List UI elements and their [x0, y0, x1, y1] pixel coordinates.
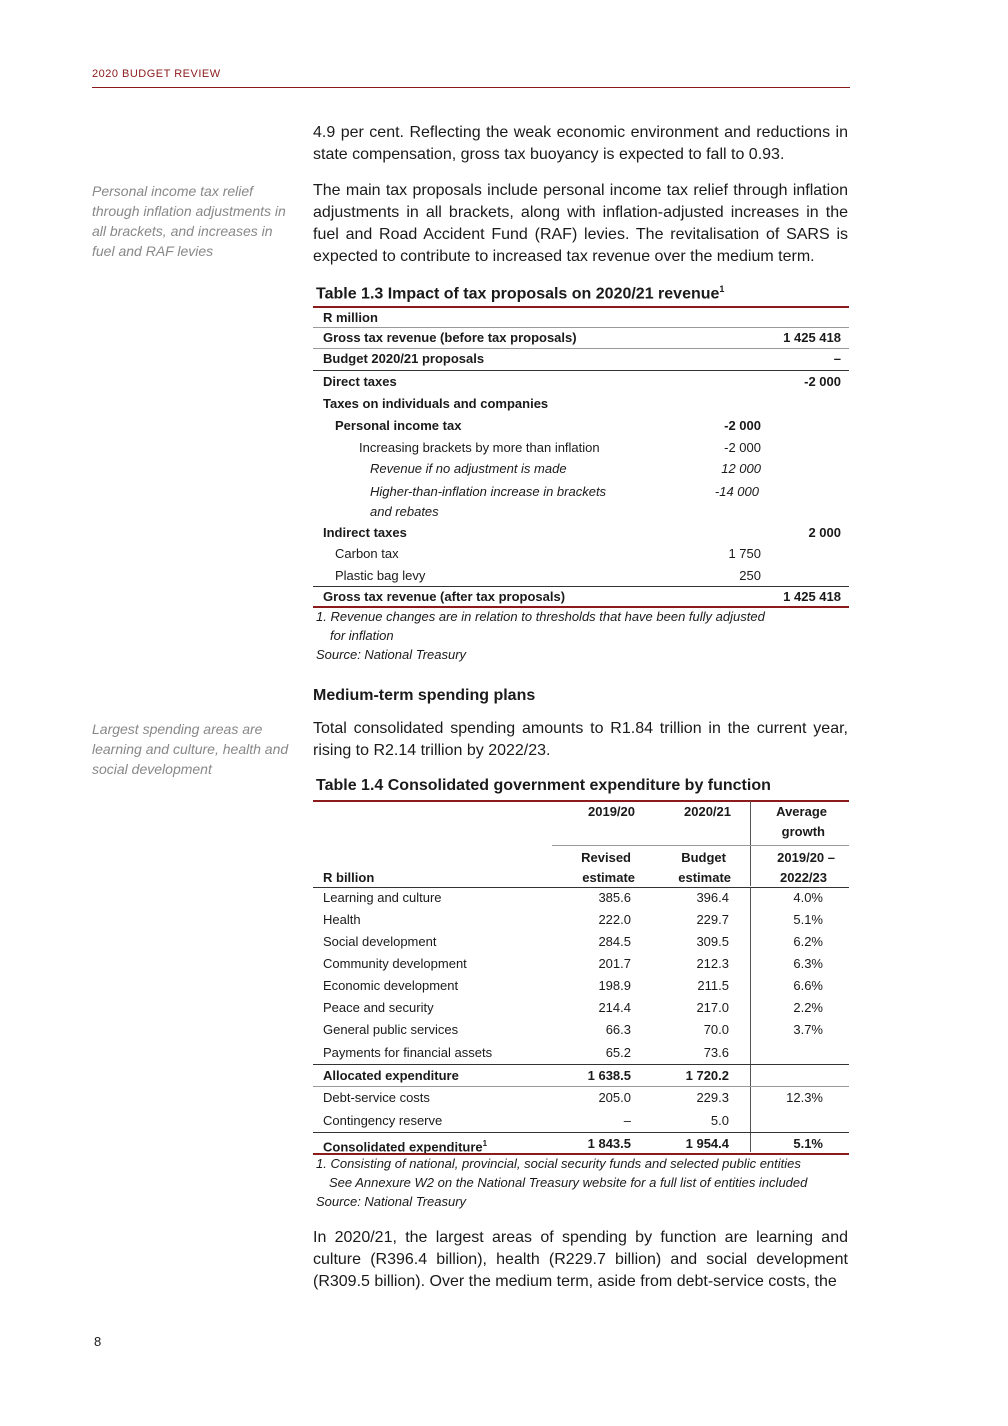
paragraph-tax-proposals: The main tax proposals include personal income tax relief through inflation adjustments in all brackets, along with inflation-adjusted increases in the fuel and Road Accident Fund (RAF) levies. The revitalisation of SARS is expected to contribute to increased tax revenue over the medium term.	[313, 182, 848, 265]
table-row	[313, 1065, 849, 1087]
row-label: Learning and culture	[323, 890, 442, 905]
row-total: –	[833, 351, 841, 366]
table-1-3-source: Source: National Treasury	[316, 647, 467, 662]
paragraph-buoyancy: 4.9 per cent. Reflecting the weak economic environment and reductions in state compensation, gross tax buoyancy is expected to fall to 0.93.	[313, 124, 848, 163]
table-row	[313, 953, 849, 975]
row-total: 1 425 418	[783, 589, 841, 604]
row-label: Taxes on individuals and companies	[323, 396, 549, 411]
row-subtotal: 1 750	[728, 546, 761, 561]
cell-2019-20: 284.5	[598, 934, 631, 949]
table-row	[313, 931, 849, 953]
cell-2020-21: 70.0	[703, 1022, 729, 1037]
row-subtotal: 250	[739, 568, 761, 583]
row-total: 1 425 418	[783, 330, 841, 345]
cell-2020-21: 5.0	[710, 1113, 729, 1128]
cell-2020-21: 1 954.4	[685, 1136, 729, 1151]
col-2019-20: 2019/20	[588, 804, 635, 819]
table-1-3-footnote-cont: for inflation	[330, 628, 394, 643]
cell-growth: 5.1%	[793, 912, 823, 927]
cell-2020-21: 229.3	[696, 1090, 729, 1105]
table-1-4-header-row-2	[313, 821, 849, 843]
row-label: Indirect taxes	[323, 525, 407, 540]
section-heading: Medium-term spending plans	[313, 687, 536, 704]
cell-2019-20: 214.4	[598, 1000, 631, 1015]
table-1-3-unit-row	[313, 307, 849, 329]
col-revised: Revised	[581, 850, 631, 865]
row-label: Payments for financial assets	[323, 1045, 493, 1060]
table-row	[313, 481, 849, 503]
table-row	[313, 1019, 849, 1041]
row-label: Contingency reserve	[323, 1113, 443, 1128]
row-subtotal: -2 000	[724, 418, 761, 433]
row-label: General public services	[323, 1022, 459, 1037]
table-row	[313, 975, 849, 997]
table-row	[313, 565, 849, 587]
table-row	[313, 437, 849, 459]
table-1-4-footnote-cont: See Annexure W2 on the National Treasury website for a full list of entities included	[329, 1175, 808, 1190]
margin-note-tax-relief: Personal income tax relief through inflation adjustments in all brackets, and increases in fuel and RAF levies	[92, 183, 286, 259]
table-row	[313, 327, 849, 349]
row-subtotal: 12 000	[721, 461, 761, 476]
cell-2019-20: 66.3	[605, 1022, 631, 1037]
row-label: Revenue if no adjustment is made	[370, 461, 567, 476]
cell-growth: 6.2%	[793, 934, 823, 949]
row-label: Gross tax revenue (after tax proposals)	[323, 589, 566, 604]
table-1-4-title: Table 1.4 Consolidated government expenditure by function	[316, 777, 771, 794]
table-1-4-header-row-4	[313, 867, 849, 889]
row-label: Carbon tax	[335, 546, 399, 561]
table-row	[313, 887, 849, 909]
table-row	[313, 1087, 849, 1109]
table-row	[313, 543, 849, 565]
table-row	[313, 348, 849, 370]
table-row	[313, 1110, 849, 1132]
table-row	[313, 371, 849, 393]
cell-growth: 12.3%	[786, 1090, 823, 1105]
table-1-4-source: Source: National Treasury	[316, 1194, 467, 1209]
row-label: Debt-service costs	[323, 1090, 430, 1105]
cell-2019-20: 1 638.5	[587, 1068, 631, 1083]
col-period-end: 2022/23	[780, 870, 827, 885]
row-label: Increasing brackets by more than inflation	[359, 440, 600, 455]
margin-note-spending: Largest spending areas are learning and culture, health and social development	[92, 721, 289, 777]
cell-growth: 2.2%	[793, 1000, 823, 1015]
table-row	[313, 415, 849, 437]
cell-2019-20: 1 843.5	[587, 1136, 631, 1151]
total-footnote-marker: 1	[482, 1139, 488, 1148]
row-label: Higher-than-inflation increase in brackets	[370, 484, 607, 499]
cell-2019-20: 205.0	[598, 1090, 631, 1105]
paragraph-largest-areas: In 2020/21, the largest areas of spending by function are learning and culture (R396.4 billion), health (R229.7 billion) and social development (R309.5 billion). Over the medium term, aside from debt-service costs, the	[313, 1229, 848, 1290]
table-row	[313, 997, 849, 1019]
cell-2020-21: 396.4	[696, 890, 729, 905]
cell-2020-21: 309.5	[696, 934, 729, 949]
row-label: Economic development	[323, 978, 459, 993]
row-label: Health	[323, 912, 361, 927]
table-1-4-unit: R billion	[323, 870, 375, 885]
table-row	[313, 1133, 849, 1155]
row-label: Gross tax revenue (before tax proposals)	[323, 330, 577, 345]
cell-2020-21: 217.0	[696, 1000, 729, 1015]
row-label: Plastic bag levy	[335, 568, 426, 583]
cell-growth: 6.3%	[793, 956, 823, 971]
col-growth-label: growth	[781, 824, 825, 839]
col-2020-21: 2020/21	[684, 804, 731, 819]
row-total: -2 000	[804, 374, 841, 389]
cell-2019-20: –	[623, 1113, 631, 1128]
row-label: Direct taxes	[323, 374, 397, 389]
cell-2020-21: 212.3	[696, 956, 729, 971]
row-label: Allocated expenditure	[323, 1068, 459, 1083]
table-1-3-title	[316, 284, 724, 303]
col-budget: Budget	[681, 850, 726, 865]
cell-2020-21: 229.7	[696, 912, 729, 927]
col-estimate-2: estimate	[678, 870, 731, 885]
row-label: Budget 2020/21 proposals	[323, 351, 485, 366]
running-header: 2020 BUDGET REVIEW	[92, 68, 221, 80]
row-label: Social development	[323, 934, 437, 949]
table-row	[313, 501, 849, 523]
row-subtotal: -2 000	[724, 440, 761, 455]
page-number: 8	[94, 1334, 102, 1349]
row-label: Personal income tax	[335, 418, 462, 433]
table-1-3-title-text: Table 1.3 Impact of tax proposals on 2020/21 revenue	[316, 285, 720, 303]
cell-2020-21: 73.6	[703, 1045, 729, 1060]
table-row	[313, 522, 849, 544]
table-row	[313, 909, 849, 931]
cell-2019-20: 65.2	[605, 1045, 631, 1060]
cell-2020-21: 1 720.2	[685, 1068, 729, 1083]
col-average-growth: Average	[776, 804, 827, 819]
cell-2019-20: 198.9	[598, 978, 631, 993]
cell-2019-20: 222.0	[598, 912, 631, 927]
table-1-3-footnote: 1. Revenue changes are in relation to thresholds that have been fully adjusted	[316, 609, 765, 624]
row-total: 2 000	[808, 525, 841, 540]
row-label: Community development	[323, 956, 467, 971]
cell-2019-20: 385.6	[598, 890, 631, 905]
table-1-3-title-sup: 1	[719, 284, 725, 294]
cell-growth: 4.0%	[793, 890, 823, 905]
table-1-4-header-row-1	[313, 801, 849, 823]
header-rule	[92, 87, 850, 88]
cell-growth: 3.7%	[793, 1022, 823, 1037]
table-row	[313, 1042, 849, 1064]
col-period-start: 2019/20 –	[777, 850, 835, 865]
table-row	[313, 458, 849, 480]
table-1-3-unit: R million	[323, 310, 378, 325]
cell-growth: 6.6%	[793, 978, 823, 993]
row-subtotal: -14 000	[714, 484, 759, 499]
col-estimate-1: estimate	[582, 870, 635, 885]
table-row	[313, 586, 849, 608]
table-row	[313, 393, 849, 415]
table-1-4-subheader-rule	[552, 845, 849, 846]
table-1-4-header-row-3	[313, 847, 849, 869]
paragraph-total-spending: Total consolidated spending amounts to R1.84 trillion in the current year, rising to R2.14 trillion by 2022/23.	[313, 720, 848, 759]
cell-growth: 5.1%	[793, 1136, 823, 1151]
table-1-4-footnote: 1. Consisting of national, provincial, social security funds and selected public entities	[316, 1156, 801, 1171]
row-label: and rebates	[370, 504, 439, 519]
cell-2019-20: 201.7	[598, 956, 631, 971]
total-label: Consolidated expenditure	[323, 1139, 483, 1155]
row-label: Peace and security	[323, 1000, 434, 1015]
cell-2020-21: 211.5	[697, 978, 729, 993]
